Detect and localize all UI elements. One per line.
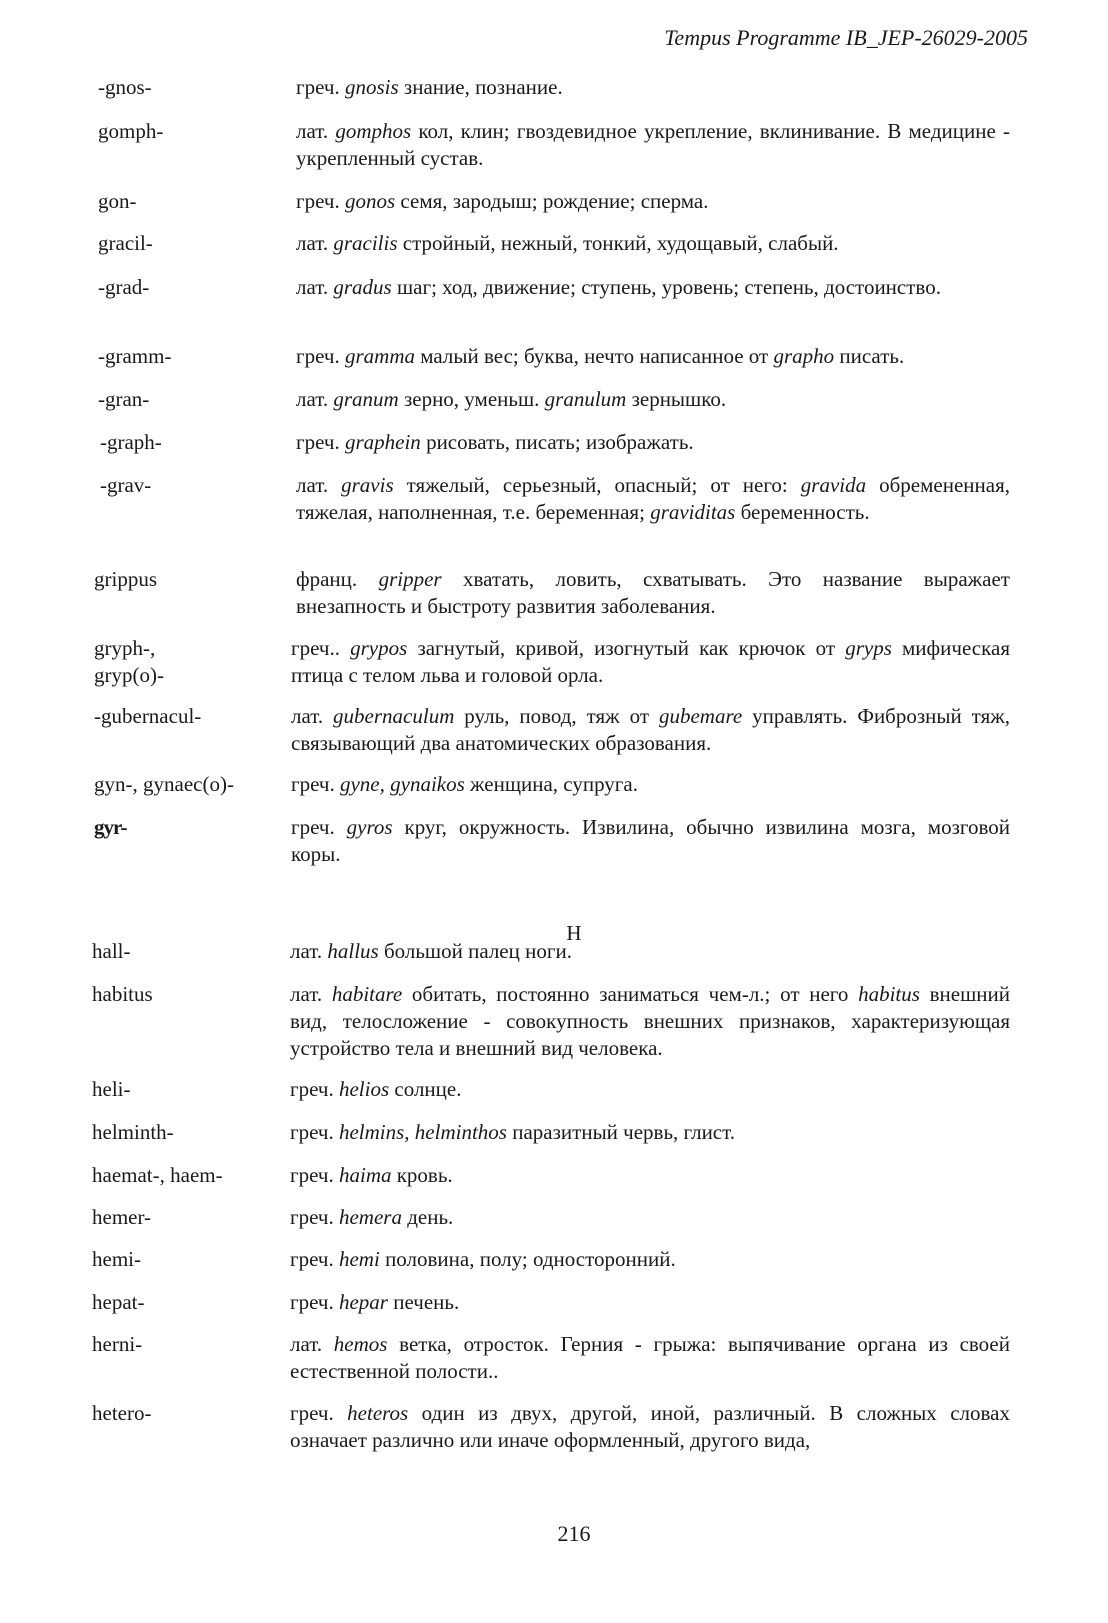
entry-term: -gnos- [98,75,152,99]
definition-text: один из двух, другой, иной, различный. В сложных словах означает различно или иначе оформленный, другого вида, [290,1401,1010,1452]
etymon-word: gubernaculum [333,704,455,728]
definition-text: семя, зародыш; рождение; сперма. [395,189,709,213]
etymon-word: gravida [800,473,867,497]
entry-term: gomph- [98,119,164,143]
definition-text: ветка, отросток. Герния - грыжа: выпячивание органа из своей естественной полости.. [290,1332,1010,1383]
entry-definition [296,274,1010,301]
entry-term: grippus [94,567,157,591]
entry-term: -gramm- [98,344,172,368]
entry-term: helminth- [92,1120,174,1144]
definition-text: греч. [296,430,345,454]
etymon-word: gramma [344,344,415,368]
definition-text: греч. [290,1247,339,1271]
entry-definition [290,981,1010,1062]
entry-definition [291,771,1010,798]
definition-text: греч. [290,1077,339,1101]
definition-text: обитать, постоянно заниматься чем-л.; от него [402,982,859,1006]
etymon-word: graviditas [650,500,736,524]
entry-definition [290,1246,1010,1273]
entry-term: haemat-, haem- [92,1163,223,1187]
definition-text: лат. [291,704,334,728]
definition-text: лат. [296,119,336,143]
etymon-word: helmins, helminthos [338,1120,507,1144]
entry-definition [291,635,1010,689]
entry-definition [290,1162,1010,1189]
etymon-word: gubemare [658,704,743,728]
etymon-word: graphein [344,430,421,454]
definition-text: греч. [291,772,340,796]
entry-term: -gran- [98,387,150,411]
entry-definition [290,1204,1010,1231]
etymon-word: hemera [338,1205,402,1229]
entry-definition [296,386,1010,413]
entry-definition [291,703,1010,757]
definition-text: загнутый, кривой, изогнутый как крючок от [407,636,846,660]
definition-text: большой палец ноги. [378,939,572,963]
etymon-word: gnosis [344,75,399,99]
etymon-word: granulum [544,387,627,411]
etymon-word: hemos [333,1332,388,1356]
entry-definition [290,1331,1010,1385]
entry-definition [291,814,1010,868]
etymon-word: gracilis [333,231,398,255]
etymon-word: heteros [347,1401,409,1425]
definition-text: лат. [296,473,342,497]
definition-text: знание, познание. [398,75,563,99]
etymon-word: helios [338,1077,390,1101]
page-number: 216 [557,1521,591,1546]
entry-term: gyn-, gynaec(o)- [94,772,234,796]
definition-text: малый вес; буква, нечто написанное от [415,344,774,368]
entry-term: hetero- [92,1401,152,1425]
etymon-word: gravis [341,473,394,497]
entry-term: -grad- [98,275,150,299]
entry-term: gyr- [94,815,127,839]
etymon-word: hallus [327,939,379,963]
entry-term: hall- [92,939,131,963]
definition-text: франц. [296,567,379,591]
definition-text: греч. [290,1163,339,1187]
definition-text: греч. [296,189,345,213]
etymon-word: gradus [333,275,392,299]
etymon-word: gripper [378,567,442,591]
definition-text: руль, повод, тяж от [454,704,659,728]
etymon-word: hepar [338,1290,388,1314]
definition-text: солнце. [389,1077,462,1101]
definition-text: греч. [290,1120,339,1144]
definition-text: греч. [291,815,347,839]
definition-text: лат. [290,939,328,963]
definition-text: беременность. [735,500,870,524]
definition-text: половина, полу; односторонний. [379,1247,676,1271]
entry-term: hepat- [92,1290,145,1314]
definition-text: писать. [834,344,905,368]
definition-text: греч.. [291,636,351,660]
definition-text: лат. [290,1332,334,1356]
entry-definition [290,1289,1010,1316]
definition-text: греч. [290,1290,339,1314]
definition-text: греч. [296,344,345,368]
definition-text: обремененная, тяжелая, наполненная, т.е. беременная; [296,473,1010,524]
etymon-word: gryps [845,636,892,660]
entry-definition [296,74,1010,101]
definition-text: внешний вид, телосложение - совокупность внешних признаков, характеризующая устройство тела и внешний вид человека. [290,982,1010,1060]
definition-text: тяжелый, серьезный, опасный; от него: [393,473,801,497]
definition-text: греч. [296,75,345,99]
entry-term: gon- [98,189,137,213]
entry-term: heli- [92,1077,131,1101]
entry-term: hemi- [92,1247,141,1271]
etymon-word: habitare [331,982,403,1006]
entry-definition [296,230,1010,257]
definition-text: печень. [387,1290,460,1314]
section-letter: H [566,921,582,945]
definition-text: греч. [290,1205,339,1229]
definition-text: лат. [296,387,334,411]
etymon-word: grapho [773,344,835,368]
definition-text: лат. [296,231,334,255]
entry-term: gryph-, gryp(o)- [94,636,164,687]
entry-definition [296,118,1010,172]
definition-text: зернышко. [626,387,727,411]
definition-text: день. [401,1205,454,1229]
entry-definition [290,1119,1010,1146]
entry-term: habitus [92,982,153,1006]
definition-text: рисовать, писать; изображать. [420,430,694,454]
definition-text: паразитный червь, глист. [506,1120,735,1144]
entry-term: gracil- [98,231,153,255]
definition-text: управлять. Фиброзный тяж, связывающий два анатомических образования. [291,704,1011,755]
definition-text: лат. [296,275,334,299]
etymon-word: gonos [344,189,396,213]
entry-term: herni- [92,1332,143,1356]
etymon-word: granum [333,387,399,411]
entry-definition [296,188,1010,215]
definition-text: женщина, супруга. [464,772,638,796]
definition-text: стройный, нежный, тонкий, худощавый, слабый. [397,231,839,255]
etymon-word: gyros [346,815,393,839]
etymon-word: habitus [858,982,920,1006]
entry-definition [296,343,1010,370]
entry-definition [290,1400,1010,1454]
definition-text: кровь. [391,1163,453,1187]
entry-definition [296,429,1010,456]
definition-text: греч. [290,1401,348,1425]
entry-definition [296,472,1010,526]
definition-text: лат. [290,982,332,1006]
running-header: Tempus Programme IB_JEP-26029-2005 [664,25,1028,50]
entry-definition [296,566,1010,620]
definition-text: хватать, ловить, схватывать. Это название выражает внезапность и быстроту развития заболевания. [296,567,1010,618]
entry-term: -gubernacul- [94,704,202,728]
entry-term: -grav- [100,473,152,497]
etymon-word: gomphos [335,119,412,143]
entry-definition [290,938,1010,965]
entry-term: -graph- [100,430,162,454]
definition-text: круг, окружность. Извилина, обычно извилина мозга, мозговой коры. [291,815,1010,866]
etymon-word: grypos [350,636,408,660]
definition-text: мифическая птица с телом льва и головой орла. [291,636,1010,687]
etymon-word: haima [338,1163,392,1187]
etymon-word: gyne, gynaikos [339,772,465,796]
definition-text: шаг; ход, движение; ступень, уровень; степень, достоинство. [391,275,941,299]
definition-text: кол, клин; гвоздевидное укрепление, вклинивание. В медицине - укрепленный сустав. [296,119,1011,170]
etymon-word: hemi [338,1247,380,1271]
definition-text: зерно, уменьш. [398,387,545,411]
entry-definition [290,1076,1010,1103]
entry-term: hemer- [92,1205,152,1229]
